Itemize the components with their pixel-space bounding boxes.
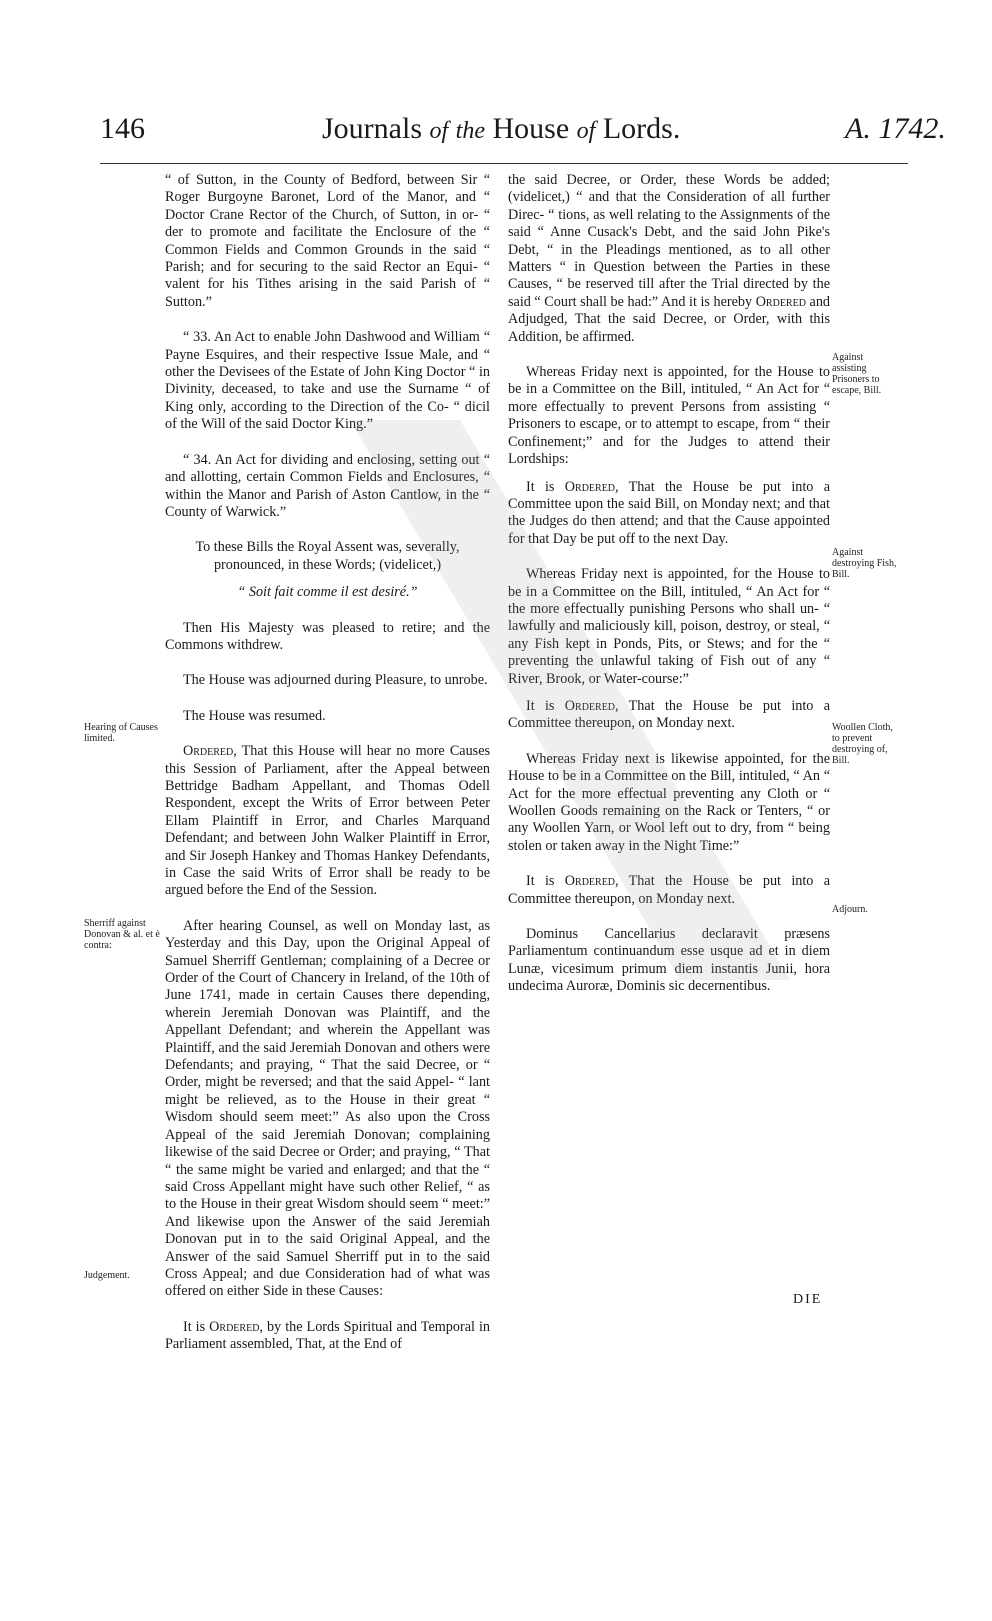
margin-note-judgement: Judgement.: [84, 1270, 130, 1281]
left-para-1: “ of Sutton, in the County of Bedford, between Sir “ Roger Burgoyne Baronet, Lord of the Manor, and “ Doctor Crane Rector of the Church, of Sutton, in or- “ der to promote and facilitate the Enclosure of the “ Common Fields and Common Grounds in the said “ Parish; and for securing to the said Rector an Equi- “ valent for his Tithes arising in the said Parish of “ Sutton.”: [165, 172, 490, 310]
page-header: [0, 112, 992, 160]
left-para-3: “ 34. An Act for dividing and enclosing, setting out “ and allotting, certain Common Fields and Enclosures, “ within the Manor and Parish of Aston Cantlow, in the “ County of Warwick.”: [165, 451, 490, 520]
left-para-8: The House was resumed.: [183, 707, 326, 724]
right-para-4: Whereas Friday next is appointed, for the House to be in a Committee on the Bill, intituled, “ An Act for “ the more effectually punishing Persons who shall un- “ lawfully and maliciously kill, poison, destroy, or steal, “ any Fish kept in Ponds, Pits, or Stews; and for the “ preventing the unlawful taking of Fish out of any “ River, Brook, or Water-course:”: [508, 566, 830, 687]
left-para-7: The House was adjourned during Pleasure, to unrobe.: [183, 672, 488, 689]
margin-note-prisoners: Against assisting Prisoners to escape, Bill.: [832, 352, 882, 396]
right-para-6: Whereas Friday next is likewise appointed, for the House to be in a Committee on the Bill, intituled, “ An “ Act for the more effectual preventing any Cloth or “ Woollen Goods remaining on the Rack or Tenters, “ or any Woollen Yarn, or Wool left out to dry, from “ being stolen or taken away in the Night Time:”: [508, 750, 830, 854]
right-column: [508, 172, 830, 996]
right-para-8: Dominus Cancellarius declaravit præsens Parliamentum continuandum esse usque ad et in diem Lunæ, vicesimum primum diem instantis Junii, hora undecima Auroræ, Dominis sic decernentibus.: [508, 926, 830, 995]
right-para-7: It is Ordered, That the House be put into a Committee thereupon, on Monday next.: [508, 873, 830, 907]
page-number: 146: [100, 112, 145, 145]
left-para-10: After hearing Counsel, as well on Monday last, as Yesterday and this Day, upon the Original Appeal of Samuel Sherriff Gentleman; complaining of a Decree or Order of the Court of Chancery in Ireland, of the 10th of June 1741, made in certain Causes there depending, wherein Jeremiah Donovan was Plaintiff, and the Appellant Defendant; and wherein the Appellant was Plaintiff, and the said Jeremiah Donovan and others were Defendants; and praying, “ That the said Decree, or “ Order, might be reversed; and that the said Appel- “ lant might be relieved, as to the House in their great “ Wisdom should seem meet:” As also upon the Cross Appeal of the said Jeremiah Donovan; complaining likewise of the said Decree or Order; and praying, “ That “ the same might be varied and enlarged; and that the “ said Cross Appellant might have such other Relief, “ as to the House in their great Wisdom should seem “ meet:” And likewise upon the Answer of the said Jeremiah Donovan put in to the said Original Appeal, and the Answer of the said Samuel Sherriff put in to the said Cross Appeal; and due Consideration had of what was offered on either Side in these Causes:: [165, 917, 490, 1300]
catchword: DIE: [793, 1292, 823, 1307]
left-para-6: Then His Majesty was pleased to retire; and the Commons withdrew.: [165, 619, 490, 653]
left-para-4: To these Bills the Royal Assent was, severally, pronounced, in these Words; (videlicet,): [195, 539, 460, 573]
left-para-11: It is Ordered, by the Lords Spiritual and Temporal in Parliament assembled, That, at the End of: [165, 1318, 490, 1353]
margin-note-sherriff: Sherriff against Donovan & al. et è contra:: [84, 918, 160, 951]
left-column: [165, 172, 490, 1354]
right-para-2: Whereas Friday next is appointed, for the House to be in a Committee on the Bill, intituled, “ An Act for “ more effectually to prevent Persons from assisting “ Prisoners to escape, or to attempt to escape, from “ their Confinement;” and for the Judges to attend their Lordships:: [508, 364, 830, 468]
margin-note-woollen: Woollen Cloth, to prevent destroying of, Bill.: [832, 722, 893, 766]
left-para-5: “ Soit fait comme il est desiré.”: [237, 584, 418, 601]
left-para-2: “ 33. An Act to enable John Dashwood and William “ Payne Esquires, and their respective Issue Male, and “ other the Devisees of the Estate of John King Doctor “ in Divinity, deceased, to take and use the Surname “ of King only, according to the Direction of the Co- “ dicil of the Will of the said Doctor King.”: [165, 329, 490, 433]
margin-note-adjourn: Adjourn.: [832, 904, 868, 915]
right-para-3: It is Ordered, That the House be put into a Committee upon the said Bill, on Monday next; and that the Judges do then attend; and that the Cause appointed for that Day be put off to the next Day.: [508, 478, 830, 547]
right-para-5: It is Ordered, That the House be put into a Committee thereupon, on Monday next.: [508, 697, 830, 732]
year-label: A. 1742.: [845, 112, 946, 145]
header-rule: [100, 163, 908, 164]
margin-note-hearing: Hearing of Causes limited.: [84, 722, 158, 744]
running-title: Journals of the House of Lords.: [322, 112, 681, 145]
right-para-1: the said Decree, or Order, these Words be added; (videlicet,) “ and that the Consideration of all further Direc- “ tions, as well relating to the Assignments of the said “ Anne Cusack's Debt, and the said John Pike's Debt, “ in the Pleadings mentioned, as to all other Matters “ in Question between the Parties in these Causes, “ be reserved till after the Trial directed by the said “ Court shall be had:” And it is hereby Ordered and Adjudged, That the said Decree, or Order, with this Addition, be affirmed.: [508, 172, 831, 345]
margin-note-fish: Against destroying Fish, Bill.: [832, 547, 897, 580]
left-para-9: Ordered, That this House will hear no more Causes this Session of Parliament, after the Appeal between Bettridge Badham Appellant, and Thomas Odell Respondent, except the Writs of Error between Peter Ellam Plaintiff in Error, and Charles Marquand Defendant; and between John Walker Plaintiff in Error, and Sir Joseph Hankey and Thomas Hankey Defendants, in Case the said Writs of Error shall be ready to be argued before the End of the Session.: [165, 743, 491, 899]
